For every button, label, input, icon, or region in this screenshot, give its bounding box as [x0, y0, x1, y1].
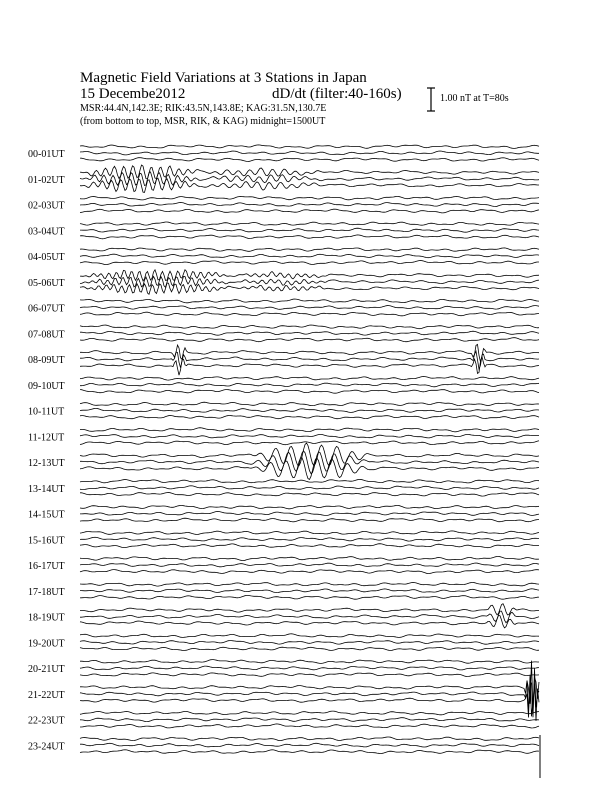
- station-trace-kag: [80, 325, 539, 329]
- station-trace-msr: [80, 338, 539, 342]
- station-trace-kag: [80, 428, 539, 432]
- hour-label: 22-23UT: [28, 715, 65, 727]
- hour-row: [28, 660, 539, 677]
- hour-label: 02-03UT: [28, 200, 65, 212]
- hour-label: 00-01UT: [28, 149, 65, 160]
- station-trace-kag: [80, 737, 539, 741]
- hour-row: [28, 165, 539, 192]
- station-trace-kag: [80, 531, 539, 535]
- station-trace-kag: [80, 506, 539, 509]
- station-trace-msr: [80, 261, 539, 265]
- hour-label: 08-09UT: [28, 355, 65, 366]
- station-trace-msr: [80, 158, 539, 162]
- hour-label: 21-22UT: [28, 689, 65, 701]
- station-trace-rik: [80, 668, 539, 717]
- station-trace-msr: [80, 458, 539, 480]
- station-trace-kag: [80, 604, 539, 615]
- hour-row: [28, 443, 539, 479]
- hour-row: [28, 270, 539, 295]
- station-trace-kag: [80, 145, 539, 149]
- station-trace-rik: [80, 408, 539, 412]
- station-trace-msr: [80, 441, 539, 445]
- station-trace-kag: [80, 711, 539, 715]
- hour-row: [28, 248, 539, 265]
- station-trace-kag: [80, 376, 539, 380]
- hour-row: [28, 402, 539, 419]
- chart-date: 15 Decembe2012: [80, 86, 186, 102]
- station-trace-rik: [80, 563, 539, 567]
- station-trace-msr: [80, 544, 539, 548]
- hour-label: 10-11UT: [28, 406, 65, 418]
- station-trace-msr: [80, 647, 539, 650]
- hour-row: [28, 376, 539, 393]
- station-trace-rik: [80, 306, 539, 310]
- hour-label: 13-14UT: [28, 483, 65, 495]
- hour-label: 12-13UT: [28, 458, 65, 469]
- station-trace-kag: [80, 583, 539, 587]
- station-trace-rik: [80, 434, 539, 438]
- hour-row: [28, 583, 539, 600]
- station-trace-kag: [80, 634, 539, 638]
- station-trace-kag: [80, 222, 539, 225]
- hour-label: 09-10UT: [28, 380, 65, 392]
- station-trace-msr: [80, 178, 539, 192]
- hour-label: 20-21UT: [28, 664, 65, 675]
- hour-row: [28, 506, 539, 522]
- station-trace-rik: [80, 611, 539, 623]
- hour-label: 06-07UT: [28, 303, 65, 315]
- hour-label: 11-12UT: [28, 432, 65, 444]
- hour-row: [28, 222, 539, 239]
- station-trace-rik: [80, 589, 539, 593]
- hour-row: [28, 299, 539, 316]
- station-trace-msr: [80, 676, 539, 721]
- hour-row: [28, 145, 539, 162]
- station-trace-msr: [80, 390, 539, 394]
- station-trace-kag: [80, 299, 539, 303]
- hour-row: [28, 531, 539, 548]
- station-trace-kag: [80, 479, 539, 483]
- hour-row: [28, 479, 539, 496]
- station-trace-msr: [80, 615, 539, 628]
- station-trace-rik: [80, 254, 539, 258]
- hour-label: 07-08UT: [28, 329, 65, 341]
- station-trace-msr: [80, 570, 539, 574]
- station-trace-msr: [80, 416, 539, 419]
- hour-label: 05-06UT: [28, 277, 65, 289]
- hour-label: 03-04UT: [28, 226, 65, 238]
- station-trace-msr: [80, 493, 539, 497]
- chart-title: Magnetic Field Variations at 3 Stations in Japan: [80, 70, 367, 86]
- hour-row: [28, 634, 539, 651]
- scale-bar-label: 1.00 nT at T=80s: [440, 93, 509, 104]
- station-trace-kag: [80, 248, 539, 251]
- hour-row: [28, 604, 539, 628]
- station-trace-rik: [80, 641, 539, 645]
- station-trace-rik: [80, 718, 539, 722]
- chart-filter: dD/dt (filter:40-160s): [272, 86, 402, 102]
- hour-row: [28, 737, 539, 754]
- station-trace-kag: [80, 660, 539, 664]
- station-trace-rik: [80, 151, 539, 155]
- station-order-note: (from bottom to top, MSR, RIK, & KAG) midnight=1500UT: [80, 116, 326, 127]
- hour-row: [28, 711, 539, 728]
- station-trace-rik: [80, 203, 539, 207]
- station-trace-rik: [80, 351, 539, 369]
- station-trace-msr: [80, 673, 539, 677]
- station-trace-rik: [80, 486, 539, 490]
- hour-row: [28, 557, 539, 574]
- station-trace-msr: [80, 750, 539, 754]
- station-trace-rik: [80, 451, 539, 474]
- hour-label: 16-17UT: [28, 561, 65, 572]
- station-trace-rik: [80, 511, 539, 515]
- station-trace-msr: [80, 312, 539, 316]
- station-trace-msr: [80, 724, 539, 728]
- station-trace-kag: [80, 196, 539, 200]
- hour-label: 18-19UT: [28, 612, 65, 624]
- station-trace-rik: [80, 537, 539, 541]
- hour-label: 04-05UT: [28, 252, 65, 263]
- station-trace-rik: [80, 228, 539, 232]
- hour-label: 14-15UT: [28, 509, 65, 521]
- hour-label: 23-24UT: [28, 741, 65, 753]
- station-trace-msr: [80, 209, 539, 213]
- station-trace-kag: [80, 270, 539, 281]
- station-trace-msr: [80, 518, 539, 522]
- station-trace-rik: [80, 743, 539, 747]
- hour-rows: [28, 145, 539, 754]
- hour-label: 01-02UT: [28, 174, 65, 186]
- station-trace-rik: [80, 172, 539, 186]
- station-trace-msr: [80, 596, 539, 600]
- hour-label: 15-16UT: [28, 535, 65, 547]
- hour-label: 19-20UT: [28, 638, 65, 650]
- station-trace-kag: [80, 402, 539, 405]
- station-trace-kag: [80, 165, 539, 179]
- hour-row: [28, 428, 539, 445]
- hour-row: [28, 325, 539, 342]
- station-trace-rik: [80, 383, 539, 387]
- station-coordinates: MSR:44.4N,142.3E; RIK:43.5N,143.8E; KAG:31.5N,130.7E: [80, 103, 327, 114]
- scale-bar: [427, 88, 435, 111]
- station-trace-rik: [80, 331, 539, 335]
- station-trace-rik: [80, 276, 539, 287]
- hour-row: [28, 196, 539, 213]
- hour-row: [28, 344, 539, 375]
- station-trace-msr: [80, 235, 539, 239]
- station-trace-kag: [80, 557, 539, 561]
- hour-label: 17-18UT: [28, 586, 65, 598]
- station-trace-rik: [80, 666, 539, 670]
